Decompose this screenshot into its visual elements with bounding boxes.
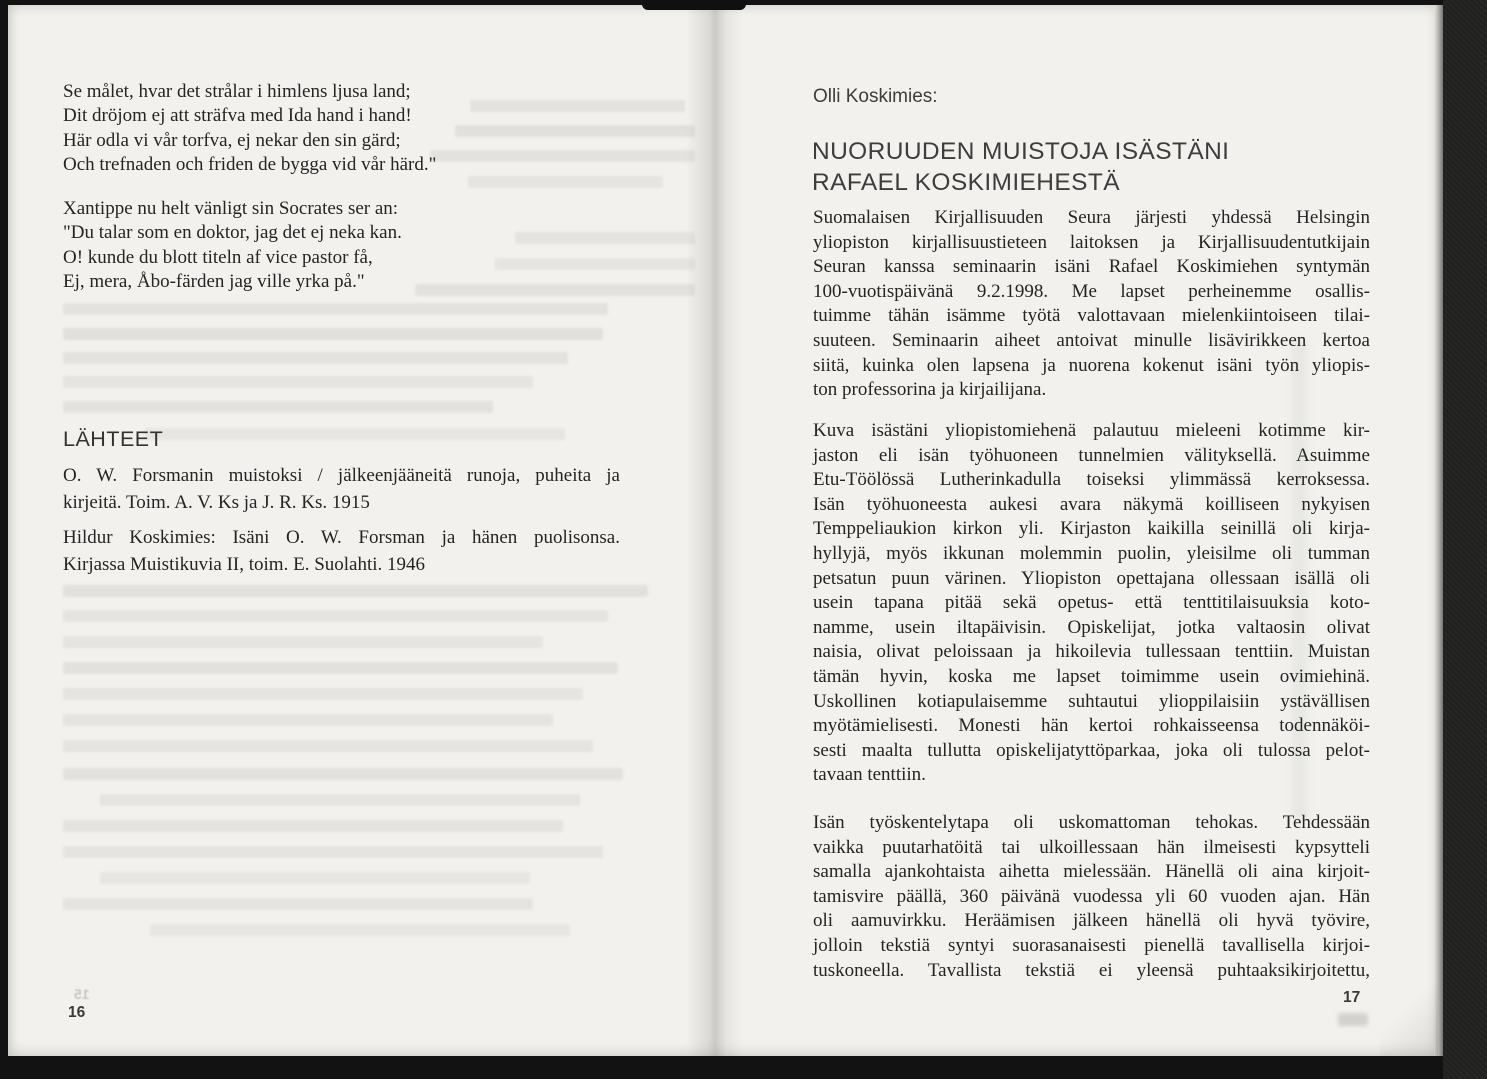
poem-line: Här odla vi vår torfva, ej nekar den sin gärd; <box>63 129 401 151</box>
body-line: tämän hyvin, koska me lapset toimimme usein ovimiehinä. <box>813 665 1370 687</box>
body-line: jaston eli isän työhuoneen tunnelmien välityksellä. Asuimme <box>813 444 1370 466</box>
showthrough-line <box>63 688 583 700</box>
page-number-left: 16 <box>68 1004 86 1021</box>
poem-line: O! kunde du blott titeln af vice pastor få, <box>63 246 373 268</box>
binding-clip-shadow <box>642 0 746 10</box>
showthrough-smudge <box>1338 1013 1368 1026</box>
poem-line: Och trefnaden och friden de bygga vid vår härd." <box>63 154 437 176</box>
reference-line: O. W. Forsmanin muistoksi / jälkeenjääneitä runoja, puheita ja <box>63 465 620 486</box>
body-line: 100-vuotispäivänä 9.2.1998. Me lapset perheinemme osallis- <box>813 280 1370 302</box>
poem-line: Se målet, hvar det strålar i himlens ljusa land; <box>63 81 411 102</box>
chapter-title <box>812 136 1412 198</box>
reference-entry <box>63 462 620 516</box>
author-byline: Olli Koskimies: <box>813 86 938 107</box>
body-line: Uskollinen kotiapulaisemme suhtautui ylioppilaisiin ystävällisen <box>813 690 1370 712</box>
body-line: Isän työhuoneesta aukesi avara näkymä koilliseen nykyisen <box>813 493 1370 515</box>
showthrough-line <box>63 303 608 315</box>
showthrough-line <box>100 872 530 884</box>
showthrough-line <box>150 924 570 936</box>
showthrough-line <box>100 794 580 806</box>
reference-line: Hildur Koskimies: Isäni O. W. Forsman ja hänen puolisonsa. <box>63 527 620 548</box>
scanner-background <box>1443 0 1487 1079</box>
showthrough-line <box>63 768 623 780</box>
poem-line: Dit dröjom ej att sträfva med Ida hand i hand! <box>63 105 412 127</box>
reference-line: kirjeitä. Toim. A. V. Ks ja J. R. Ks. 1915 <box>63 492 370 513</box>
showthrough-line <box>63 636 543 648</box>
body-line: suuteen. Seminaarin aiheet antoivat minulle lisävirikkeen kertoa <box>813 329 1370 351</box>
sources-heading: LÄHTEET <box>63 427 164 451</box>
body-line: tavaan tenttiin. <box>813 764 926 786</box>
showthrough-line <box>63 401 493 413</box>
showthrough-line <box>63 328 603 340</box>
body-line: namme, usein iltapäivisin. Opiskelijat, jotka valtaosin olivat <box>813 616 1370 638</box>
body-line: siitä, kuinka olen lapsena ja nuorena kokenut isäni työn yliopis- <box>813 354 1370 376</box>
body-line: oli aamuvirkku. Heräämisen jälkeen hänellä oli hyvä työvire, <box>813 910 1370 932</box>
showthrough-line <box>63 820 563 832</box>
showthrough-line <box>63 846 603 858</box>
poem-line: Ej, mera, Åbo-färden jag ville yrka på." <box>63 271 365 293</box>
page-stack-edge <box>1434 5 1443 1056</box>
body-line: naisia, olivat peloissaan ja hikoilevia tullessaan tenttiin. Muistan <box>813 641 1370 663</box>
page-number-right: 17 <box>1343 989 1361 1006</box>
body-line: tuimme tähän isämme työtä valottavaan mielenkiintoiseen tilai- <box>813 305 1370 327</box>
body-line: usein tapana pitää sekä opetus- että tenttitilaisuuksia koto- <box>813 592 1370 614</box>
body-line: Seuran kanssa seminaarin isäni Rafael Koskimiehen syntymän <box>813 256 1370 278</box>
body-paragraph <box>813 206 1370 403</box>
body-line: hyllyjä, myös ikkunan molemmin puolin, yleisilme oli tumman <box>813 542 1370 564</box>
reference-entry <box>63 524 620 578</box>
body-line: petsatun puun värinen. Yliopiston opettajana ollessaan isällä oli <box>813 567 1370 589</box>
chapter-title-line: RAFAEL KOSKIMIEHESTÄ <box>812 169 1120 196</box>
body-paragraph <box>813 419 1370 788</box>
poem-line: Xantippe nu helt vänligt sin Socrates ser an: <box>63 198 399 219</box>
reference-line: Kirjassa Muistikuvia II, toim. E. Suolahti. 1946 <box>63 554 426 575</box>
body-line: sesti maalta tullutta opiskelijatyttöparkaa, joka oli tulossa pelot- <box>813 739 1370 761</box>
showthrough-line <box>63 714 553 726</box>
body-line: jolloin tekstiä syntyi suorasanaisesti pienellä tavallisella kirjoi- <box>813 934 1370 956</box>
body-line: yliopiston kirjallisuustieteen laitoksen ja Kirjallisuudentutkijain <box>813 231 1370 253</box>
body-line: Kuva isästäni yliopistomiehenä palautuu mieleeni kotimme kir- <box>813 420 1370 441</box>
poem-stanza-1 <box>63 80 663 178</box>
body-paragraph <box>813 811 1370 983</box>
body-line: vaikka puutarhatöitä tai ulkoillessaan hän ilmeisesti kypsytteli <box>813 836 1370 858</box>
body-line: Etu-Töölössä Lutherinkadulla toiseksi ylimmässä kerroksessa. <box>813 469 1370 491</box>
showthrough-line <box>145 428 565 440</box>
body-line: Suomalaisen Kirjallisuuden Seura järjesti yhdessä Helsingin <box>813 207 1370 228</box>
showthrough-line <box>63 898 533 910</box>
chapter-title-line: NUORUUDEN MUISTOJA ISÄSTÄNI <box>812 138 1230 165</box>
showthrough-line <box>468 176 663 188</box>
showthrough-line <box>63 352 568 364</box>
body-line: Temppeliaukion kirkon yli. Kirjaston kaikilla seinillä oli kirja- <box>813 518 1370 540</box>
page-corner-shade <box>1380 980 1438 1056</box>
body-line: Isän työskentelytapa oli uskomattoman tehokas. Tehdessään <box>813 812 1370 833</box>
body-line: myötämielisesti. Monesti hän kertoi rohkaisseensa todennäköi- <box>813 715 1370 737</box>
showthrough-line <box>63 585 648 597</box>
showthrough-page-number: 15 <box>74 986 90 1002</box>
body-line: tuskoneella. Tavallista tekstiä ei yleensä puhtaaksikirjoitettu, <box>813 959 1370 981</box>
body-line: ton professorina ja kirjailijana. <box>813 379 1047 401</box>
poem-line: "Du talar som en doktor, jag det ej neka kan. <box>63 222 402 244</box>
showthrough-line <box>63 376 533 388</box>
showthrough-line <box>63 610 608 622</box>
showthrough-line <box>63 662 618 674</box>
book-gutter-shadow <box>686 5 742 1056</box>
showthrough-line <box>63 740 593 752</box>
body-line: tamisvire päällä, 360 päivänä vuodessa yli 60 vuoden ajan. Hän <box>813 885 1370 907</box>
body-line: samalla ajankohtaista aihetta mielessään. Hänellä oli aina kirjoit- <box>813 861 1370 883</box>
poem-stanza-2 <box>63 197 663 295</box>
